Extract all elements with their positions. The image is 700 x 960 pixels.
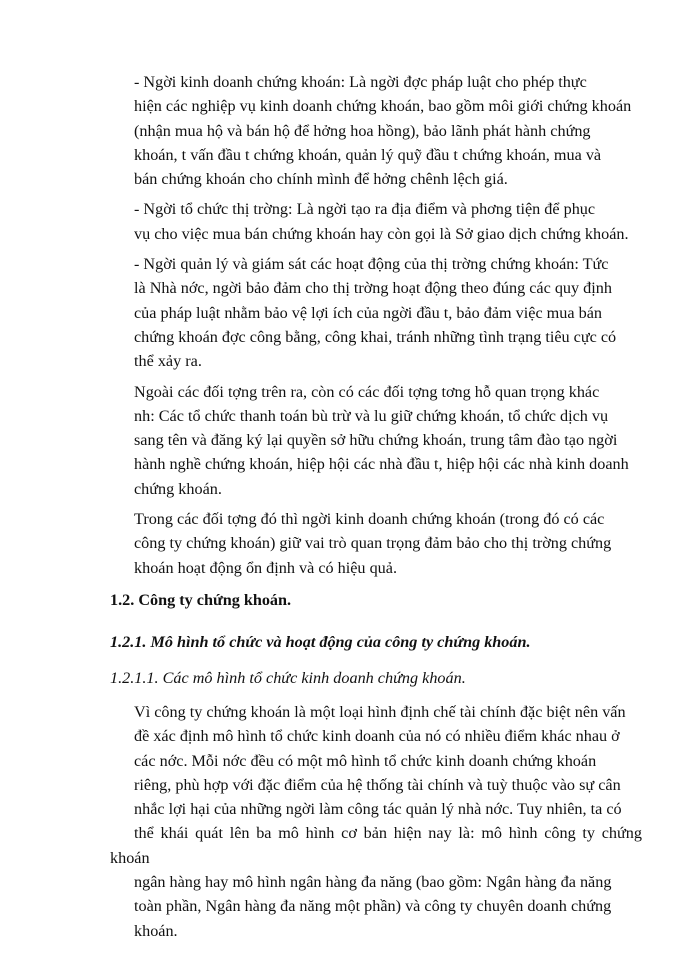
text-line: hiện các nghiệp vụ kinh doanh chứng khoán, bao gồm môi giới chứng khoán (134, 97, 632, 116)
paragraph-business-models (110, 700, 642, 943)
text-line: công ty chứng khoán) giữ vai trò quan trọng đảm bảo cho thị trờng chứng (134, 534, 612, 553)
text-line: toàn phần, Ngân hàng đa năng một phần) và công ty chuyên doanh chứng (134, 897, 612, 916)
text-line: Trong các đối tợng đó thì ngời kinh doanh chứng khoán (trong đó có các (134, 510, 605, 529)
text-line: - Ngời quản lý và giám sát các hoạt động của thị trờng chứng khoán: Tức (134, 255, 609, 274)
text-line: nh: Các tổ chức thanh toán bù trừ và lu giữ chứng khoán, tổ chức dịch vụ (134, 406, 609, 425)
text-line: ngân hàng hay mô hình ngân hàng đa năng (bao gồm: Ngân hàng đa năng (134, 873, 612, 892)
text-line: sang tên và đăng ký lại quyền sở hữu chứng khoán, trung tâm đào tạo ngời (134, 431, 618, 450)
text-line: Ngoài các đối tợng trên ra, còn có các đối tợng tơng hỗ quan trọng khác (134, 382, 600, 401)
text-line: đề xác định mô hình tổ chức kinh doanh của nó có nhiều điểm khác nhau ở (134, 727, 620, 746)
text-line: khoán hoạt động ổn định và có hiệu quả. (134, 558, 397, 577)
text-line: - Ngời tổ chức thị trờng: Là ngời tạo ra địa điểm và phơng tiện để phục (134, 200, 596, 219)
text-line: của pháp luật nhằm bảo vệ lợi ích của ngời đầu t, bảo đảm việc mua bán (134, 303, 602, 322)
text-line: hành nghề chứng khoán, hiệp hội các nhà đầu t, hiệp hội các nhà kinh doanh (134, 455, 629, 474)
text-line: Vì công ty chứng khoán là một loại hình định chế tài chính đặc biệt nên vấn (134, 702, 626, 721)
paragraph-market-regulator (110, 252, 642, 373)
text-line: (nhận mua hộ và bán hộ để hởng hoa hồng), bảo lãnh phát hành chứng (134, 121, 591, 140)
text-line: chứng khoán. (134, 479, 222, 498)
paragraph-key-role (110, 507, 642, 580)
text-line: chứng khoán đợc công bằng, công khai, tránh những tình trạng tiêu cực có (134, 327, 617, 346)
text-line: thể xảy ra. (134, 352, 202, 371)
text-line: vụ cho việc mua bán chứng khoán hay còn gọi là Sở giao dịch chứng khoán. (134, 224, 629, 243)
text-line: các nớc. Mỗi nớc đều có một mô hình tổ chức kinh doanh chứng khoán (134, 751, 597, 770)
text-line: bán chứng khoán cho chính mình để hởng chênh lệch giá. (134, 170, 508, 189)
text-line: khoán. (134, 921, 178, 940)
section-heading-1-2-1-1: 1.2.1.1. Các mô hình tổ chức kinh doanh chứng khoán. (110, 668, 466, 687)
text-line: khoán, t vấn đầu t chứng khoán, quản lý quỹ đầu t chứng khoán, mua và (134, 145, 602, 164)
section-heading-1-2-1: 1.2.1. Mô hình tổ chức và hoạt động của công ty chứng khoán. (110, 632, 531, 651)
paragraph-other-participants (110, 380, 642, 501)
paragraph-securities-dealer (110, 70, 642, 191)
top-paragraphs (110, 70, 642, 580)
text-line: - Ngời kinh doanh chứng khoán: Là ngời đợc pháp luật cho phép thực (134, 73, 587, 91)
text-line: nhắc lợi hại của những ngời làm công tác quản lý nhà nớc. Tuy nhiên, ta có (134, 800, 622, 819)
text-line: thể khái quát lên ba mô hình cơ bản hiện nay là: mô hình công ty chứng khoán (110, 824, 642, 867)
text-line: là Nhà nớc, ngời bảo đảm cho thị trờng hoạt động theo đúng các quy định (134, 279, 612, 298)
paragraph-market-organizer (110, 197, 642, 246)
text-line: riêng, phù hợp với đặc điểm của hệ thống tài chính và tuỳ thuộc vào sự cân (134, 775, 621, 794)
section-heading-1-2: 1.2. Công ty chứng khoán. (110, 590, 292, 609)
